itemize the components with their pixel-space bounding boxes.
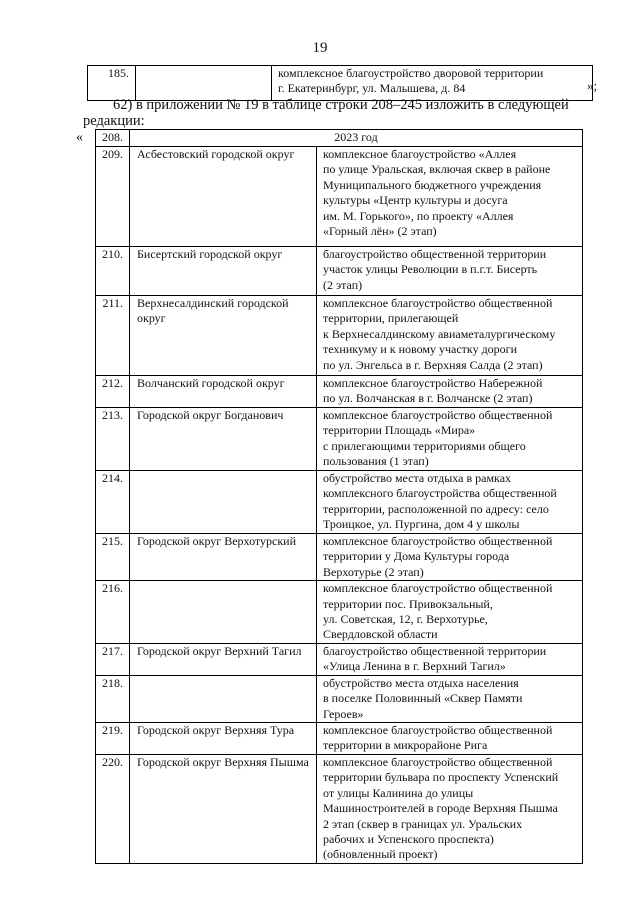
description-line: «Улица Ленина в г. Верхний Тагил» — [323, 659, 506, 674]
description-cell — [317, 147, 583, 247]
description-line: им. М. Горького», по проекту «Аллея — [323, 208, 514, 223]
projects-table — [95, 129, 583, 864]
description-line: комплексное благоустройство общественной — [323, 581, 553, 596]
description-cell — [317, 471, 583, 534]
description-line: ул. Советская, 12, г. Верхотурье, — [323, 612, 488, 627]
table-row — [96, 675, 583, 722]
municipality-cell: Верхнесалдинский городской округ — [130, 296, 317, 376]
description-cell — [272, 66, 593, 101]
table-row — [96, 754, 583, 863]
description-line: «Горный лён» (2 этап) — [323, 224, 437, 239]
description-line: территории в микрорайоне Рига — [323, 738, 488, 753]
description-line: пользования (1 этап) — [323, 454, 429, 469]
description-cell — [317, 408, 583, 471]
description-line: техникуму и к новому участку дороги — [323, 342, 518, 357]
row-number: 208. — [96, 130, 130, 147]
row-number: 216. — [96, 581, 130, 644]
description-line: культуры «Центр культуры и досуга — [323, 193, 508, 208]
table-row — [96, 376, 583, 408]
description-line: комплексного благоустройства общественной — [323, 486, 557, 501]
municipality-cell — [130, 471, 317, 534]
description-line: в поселке Половинный «Сквер Памяти — [323, 691, 523, 706]
description-line: территории пос. Привокзальный, — [323, 596, 493, 611]
row-number: 218. — [96, 675, 130, 722]
description-line: комплексное благоустройство общественной — [323, 408, 553, 422]
description-line: Героев» — [323, 706, 364, 721]
description-line: участок улицы Революции в п.г.т. Бисерть — [323, 262, 538, 277]
closing-quote: »; — [587, 78, 598, 93]
table-row — [96, 723, 583, 755]
municipality-cell — [130, 675, 317, 722]
row-number: 209. — [96, 147, 130, 247]
municipality-cell: Городской округ Богданович — [130, 408, 317, 471]
row-number: 210. — [96, 247, 130, 296]
description-line: комплексное благоустройство «Аллея — [323, 147, 517, 161]
description-line: Муниципального бюджетного учреждения — [323, 177, 542, 192]
description-line: (обновленный проект) — [323, 847, 438, 862]
row-number: 215. — [96, 534, 130, 581]
table-row — [88, 66, 593, 101]
municipality-cell — [136, 66, 272, 101]
description-line: благоустройство общественной территории — [323, 247, 547, 261]
municipality-cell: Волчанский городской округ — [130, 376, 317, 408]
table-row — [96, 581, 583, 644]
municipality-cell: Городской округ Верхний Тагил — [130, 643, 317, 675]
row-number: 220. — [96, 754, 130, 863]
instruction-line: 62) в приложении № 19 в таблице строки 208–245 изложить в следующей — [113, 97, 569, 113]
description-line: обустройство места отдыха в рамках — [323, 471, 512, 485]
description-line: территории, прилегающей — [323, 311, 459, 326]
description-line: Свердловской области — [323, 627, 438, 642]
description-line: территории, расположенной по адресу: село — [323, 501, 549, 516]
instruction-paragraph — [83, 97, 606, 129]
description-cell — [317, 675, 583, 722]
opening-quote: « — [76, 130, 83, 145]
description-cell — [317, 723, 583, 755]
description-line: территории у Дома Культуры города — [323, 549, 510, 564]
description-line: территории Площадь «Мира» — [323, 423, 476, 438]
row-number: 217. — [96, 643, 130, 675]
table-row — [96, 247, 583, 296]
description-line: комплексное благоустройство дворовой территории — [278, 66, 544, 80]
description-line: 2 этап (сквер в границах ул. Уральских — [323, 816, 523, 831]
table-row — [96, 643, 583, 675]
description-cell — [317, 534, 583, 581]
row-number: 214. — [96, 471, 130, 534]
table-row — [96, 534, 583, 581]
description-cell — [317, 247, 583, 296]
description-line: (2 этап) — [323, 277, 363, 292]
municipality-cell: Городской округ Верхняя Пышма — [130, 754, 317, 863]
description-line: к Верхнесалдинскому авиаметалургическому — [323, 326, 556, 341]
municipality-cell: Городской округ Верхняя Тура — [130, 723, 317, 755]
year-header: 2023 год — [130, 130, 583, 147]
description-cell — [317, 376, 583, 408]
municipality-cell: Городской округ Верхотурский — [130, 534, 317, 581]
description-line: по ул. Энгельса в г. Верхняя Салда (2 этап) — [323, 357, 543, 372]
row-number: 185. — [88, 66, 136, 101]
description-cell — [317, 296, 583, 376]
table-row — [96, 471, 583, 534]
municipality-cell — [130, 581, 317, 644]
description-line: комплексное благоустройство общественной — [323, 296, 553, 310]
instruction-line: редакции: — [83, 113, 145, 129]
description-line: Троицкое, ул. Пургина, дом 4 у школы — [323, 517, 520, 532]
description-line: Машиностроителей в городе Верхняя Пышма — [323, 801, 558, 816]
description-line: комплексное благоустройство Набережной — [323, 376, 543, 390]
description-line: по улице Уральская, включая сквер в районе — [323, 162, 551, 177]
row-number: 213. — [96, 408, 130, 471]
table-row — [96, 296, 583, 376]
municipality-cell: Бисертский городской округ — [130, 247, 317, 296]
description-line: рабочих и Успенского проспекта) — [323, 831, 494, 846]
description-line: по ул. Волчанская в г. Волчанске (2 этап) — [323, 391, 533, 406]
description-line: благоустройство общественной территории — [323, 643, 547, 658]
description-cell — [317, 581, 583, 644]
description-line: комплексное благоустройство общественной — [323, 723, 553, 738]
municipality-cell: Асбестовский городской округ — [130, 147, 317, 247]
description-line: комплексное благоустройство общественной — [323, 754, 553, 769]
row-number: 211. — [96, 296, 130, 376]
description-line: г. Екатеринбург, ул. Малышева, д. 84 — [278, 81, 466, 96]
description-line: комплексное благоустройство общественной — [323, 534, 553, 548]
header-row — [96, 130, 583, 147]
page-number: 19 — [312, 40, 328, 56]
table-row — [96, 147, 583, 247]
row-number: 219. — [96, 723, 130, 755]
description-line: от улицы Калинина до улицы — [323, 785, 474, 800]
previous-row-table — [87, 65, 593, 101]
description-cell — [317, 754, 583, 863]
description-cell — [317, 643, 583, 675]
description-line: обустройство места отдыха населения — [323, 675, 519, 690]
description-line: Верхотурье (2 этап) — [323, 564, 424, 579]
description-line: с прилегающими территориями общего — [323, 438, 526, 453]
table-row — [96, 408, 583, 471]
description-line: территории бульвара по проспекту Успенский — [323, 770, 559, 785]
row-number: 212. — [96, 376, 130, 408]
